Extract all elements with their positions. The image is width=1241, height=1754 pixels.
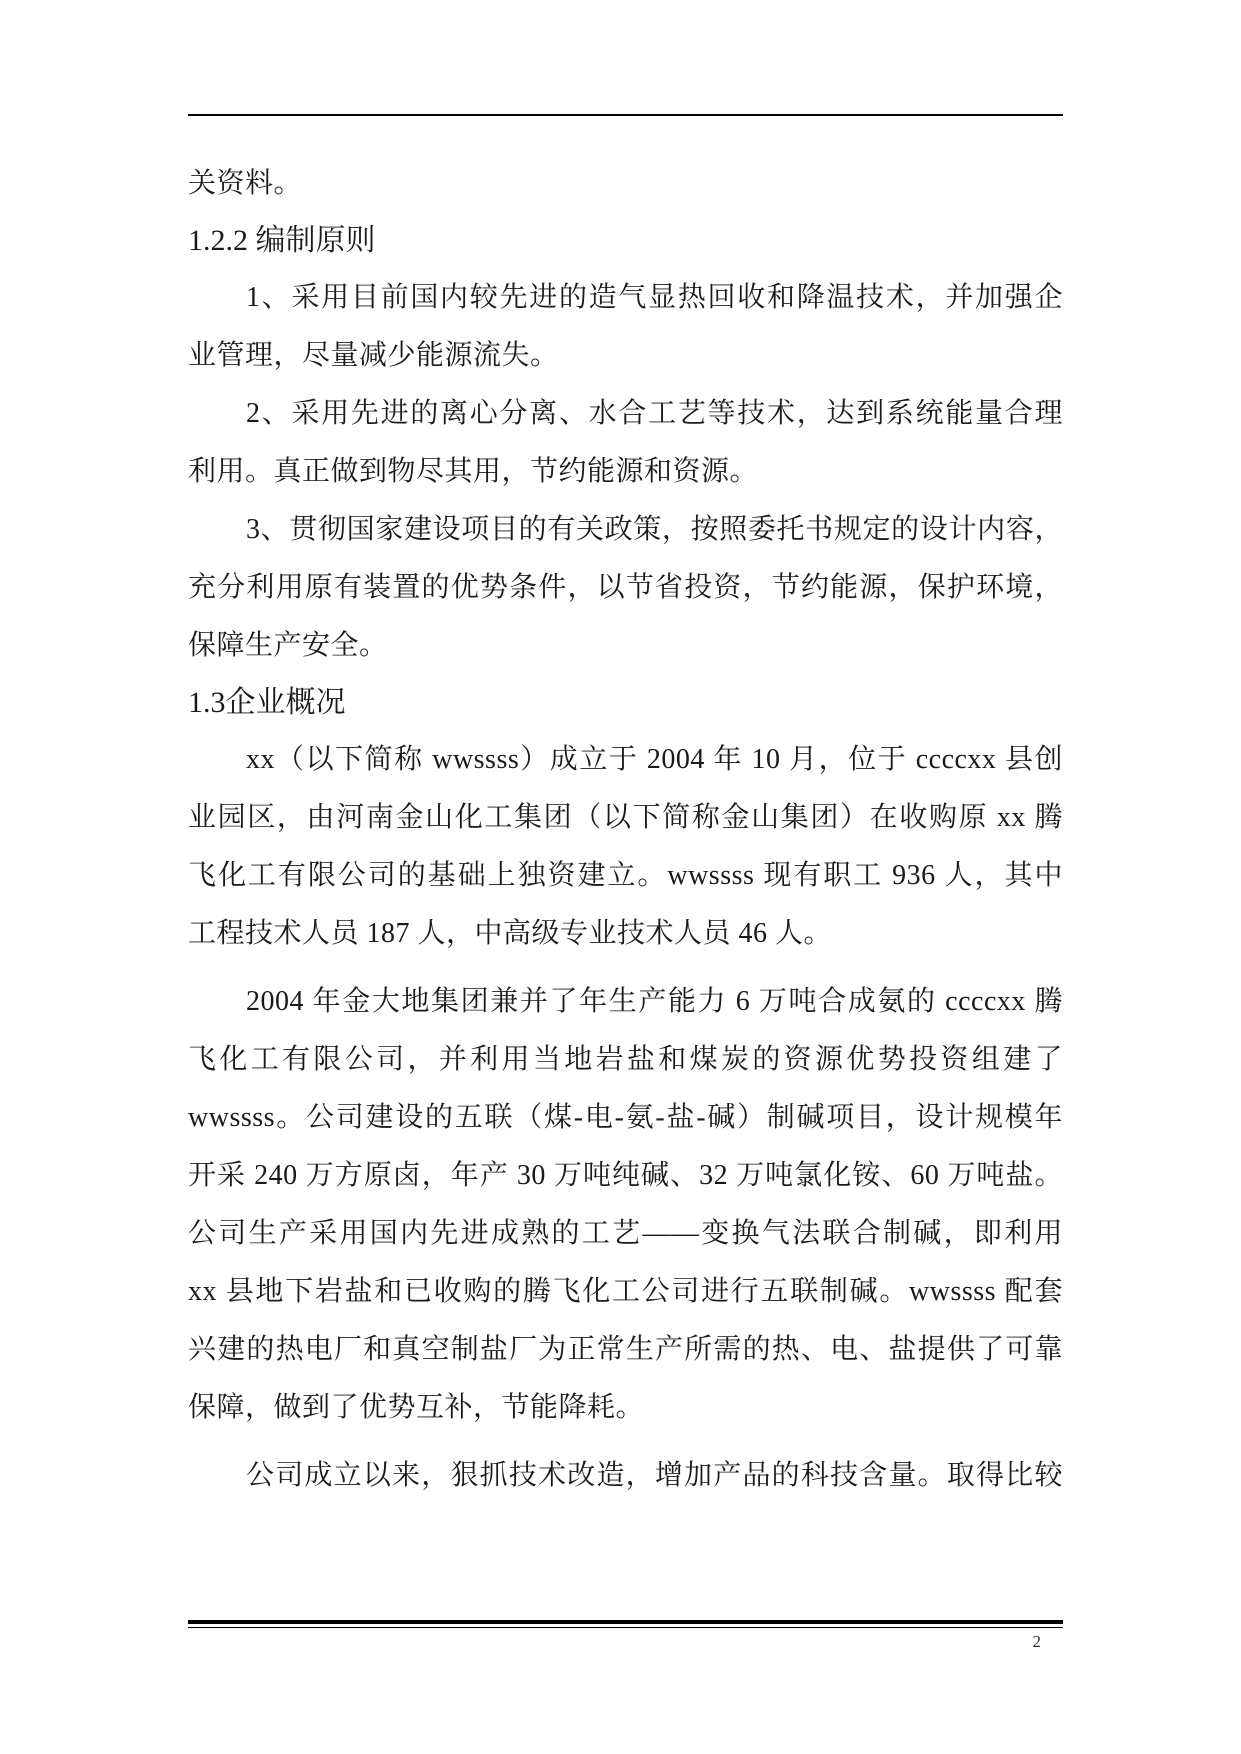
section-heading-1-2-2: 1.2.2 编制原则	[188, 224, 376, 257]
page-number: 2	[1032, 1632, 1041, 1651]
paragraph-continuation: 关资料。	[188, 168, 303, 199]
company-paragraph-3-line-1: 公司成立以来，狠抓技术改造，增加产品的科技含量。取得比较	[246, 1460, 1063, 1491]
footer-rule-thick	[188, 1620, 1063, 1624]
principle-3-line-3: 保障生产安全。	[188, 630, 388, 661]
company-paragraph-1-line-3: 飞化工有限公司的基础上独资建立。wwssss 现有职工 936 人，其中	[188, 860, 1063, 891]
company-paragraph-2-line-1: 2004 年金大地集团兼并了年生产能力 6 万吨合成氨的 ccccxx 腾	[246, 986, 1063, 1017]
principle-2-line-1: 2、采用先进的离心分离、水合工艺等技术，达到系统能量合理	[246, 398, 1063, 429]
principle-2-line-2: 利用。真正做到物尽其用，节约能源和资源。	[188, 456, 759, 487]
section-heading-1-3: 1.3企业概况	[188, 686, 346, 719]
principle-3-line-2: 充分利用原有装置的优势条件，以节省投资，节约能源，保护环境，	[188, 572, 1063, 603]
company-paragraph-2-line-4: 开采 240 万方原卤，年产 30 万吨纯碱、32 万吨氯化铵、60 万吨盐。	[188, 1160, 1063, 1191]
principle-1-line-1: 1、采用目前国内较先进的造气显热回收和降温技术，并加强企	[246, 282, 1063, 313]
document-body	[188, 155, 1063, 1505]
header-rule	[188, 114, 1063, 116]
company-paragraph-1-line-1: xx（以下简称 wwssss）成立于 2004 年 10 月，位于 ccccxx 县创	[246, 744, 1063, 775]
company-paragraph-1-line-4: 工程技术人员 187 人，中高级专业技术人员 46 人。	[188, 918, 833, 949]
footer-rule-thin	[188, 1627, 1063, 1628]
company-paragraph-2-line-5: 公司生产采用国内先进成熟的工艺——变换气法联合制碱，即利用	[188, 1218, 1063, 1249]
company-paragraph-2-line-2: 飞化工有限公司，并利用当地岩盐和煤炭的资源优势投资组建了	[188, 1044, 1063, 1075]
principle-3-line-1: 3、贯彻国家建设项目的有关政策，按照委托书规定的设计内容，	[246, 514, 1063, 545]
company-paragraph-2-line-7: 兴建的热电厂和真空制盐厂为正常生产所需的热、电、盐提供了可靠	[188, 1334, 1063, 1365]
company-paragraph-2-line-8: 保障，做到了优势互补，节能降耗。	[188, 1392, 645, 1423]
company-paragraph-2-line-3: wwssss。公司建设的五联（煤-电-氨-盐-碱）制碱项目，设计规模年	[188, 1102, 1063, 1133]
company-paragraph-1-line-2: 业园区，由河南金山化工集团（以下简称金山集团）在收购原 xx 腾	[188, 802, 1063, 833]
principle-1-line-2: 业管理，尽量减少能源流失。	[188, 340, 559, 371]
company-paragraph-2-line-6: xx 县地下岩盐和已收购的腾飞化工公司进行五联制碱。wwssss 配套	[188, 1276, 1063, 1307]
